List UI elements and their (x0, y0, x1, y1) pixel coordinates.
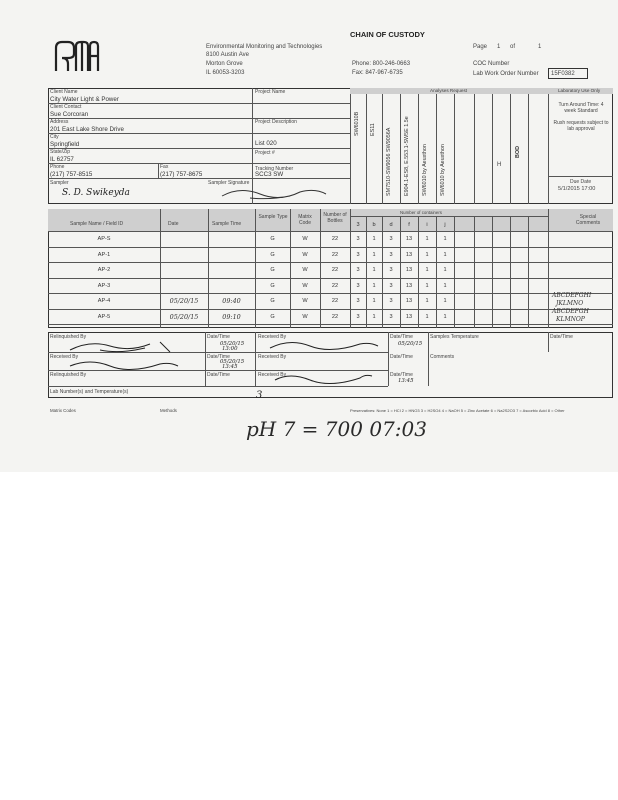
analysis-col-5: SW6010 by Aeuxthon (422, 144, 428, 196)
analysis-side-note: H (497, 162, 502, 168)
sample-c4-cell: 13 (405, 236, 413, 242)
sample-c6-cell: 1 (443, 298, 447, 304)
client-contact-label: Client Contact (50, 104, 82, 110)
sample-c4-cell: 13 (405, 251, 413, 258)
project-name-label: Project Name (255, 89, 286, 95)
sample-c6-cell: 1 (443, 236, 447, 242)
sample-c5-cell: 1 (425, 236, 429, 242)
company-phone: Phone: 800-246-0663 (352, 61, 411, 67)
sample-c2-cell: 1 (372, 298, 376, 304)
sample-c2-cell: 1 (372, 251, 376, 258)
analysis-col-1: SW6010B (354, 111, 360, 136)
comments-label: Comments (430, 354, 455, 360)
row-divider (48, 309, 613, 310)
lab-number-label: Lab Number(s) and Temperature(s) (50, 389, 129, 395)
analysis-col-2: ES11 (370, 123, 376, 136)
custody-date-1: 05/20/15 (220, 341, 245, 347)
sample-bottles-cell: 22 (331, 267, 339, 273)
right-note-1: ABCDEFGHI (552, 292, 592, 299)
coc-number-label: COC Number (473, 61, 510, 67)
sample-c4-cell: 13 (405, 267, 413, 273)
sample-c4-cell: 13 (405, 313, 413, 320)
client-phone: (217) 757-8515 (50, 171, 93, 178)
tracking-label: Tracking Number (255, 166, 294, 172)
row-divider (48, 262, 613, 263)
sample-matrix-cell: W (302, 236, 308, 242)
col-sample-time: Sample Time (212, 221, 242, 227)
sample-id-cell: AP-5 (97, 313, 111, 320)
sample-c5-cell: 1 (425, 251, 429, 258)
sample-matrix-cell: W (302, 313, 308, 320)
page-number: 1 (497, 44, 501, 50)
sample-temp-label: Samples Temperature (430, 334, 479, 340)
company-address-3: IL 60053-3203 (206, 70, 245, 76)
client-city: Springfield (50, 141, 80, 148)
sample-c4-cell: 13 (405, 282, 413, 289)
date-time-label-7: Date/Time (390, 372, 413, 378)
sample-matrix-cell: W (302, 251, 308, 258)
project-name: List 020 (255, 140, 277, 147)
sample-id-cell: AP-S (97, 236, 111, 242)
relinquished-label-2: Relinquished By (50, 372, 87, 378)
phone-label: Phone (50, 164, 65, 170)
of-label: of (510, 44, 516, 50)
sample-c6-cell: 1 (443, 313, 447, 320)
relinquished-label-1: Relinquished By (50, 334, 87, 340)
custody-date-3: 05/20/15 (220, 359, 245, 365)
address-label: Address (50, 119, 69, 125)
containers-header: Number of containers (400, 210, 442, 215)
sample-type-cell: G (270, 313, 275, 320)
sample-c3-cell: 3 (389, 298, 393, 304)
sample-c3-cell: 3 (389, 267, 393, 273)
analysis-col-3: SM7510-SW9056 SW9056A (386, 127, 392, 196)
sample-time-cell: 09:10 (222, 312, 241, 321)
state-label: State/Zip (50, 149, 71, 155)
sample-type-cell: G (270, 282, 275, 289)
methods-label: Methods (160, 408, 177, 413)
project-desc: SCC3 SW (255, 171, 284, 178)
sub-col-2: b (372, 222, 376, 228)
analysis-col-4: E904.1-ES8, E.553.1-SW5E 1.5e (404, 116, 410, 196)
sample-c5-cell: 1 (425, 267, 429, 273)
sample-id-cell: AP-1 (97, 251, 111, 258)
sample-date-cell: 05/20/15 (169, 297, 199, 305)
sample-c2-cell: 1 (372, 282, 376, 289)
page-label: Page (473, 44, 488, 50)
sample-id-cell: AP-3 (97, 282, 111, 289)
lab-wo-label: Lab Work Order Number (473, 71, 539, 77)
date-time-label-6: Date/Time (207, 372, 230, 378)
client-fax: (217) 757-8675 (160, 171, 203, 178)
page-total: 1 (538, 44, 542, 50)
analysis-mark: BOD (515, 146, 521, 158)
col-matrix: Matrix Code (298, 214, 312, 226)
custody-time-4: 13:45 (398, 378, 414, 384)
client-address: 201 East Lake Shore Drive (50, 126, 124, 133)
lab-use-header: Laboratory Use Only (558, 88, 601, 93)
sample-type-cell: G (270, 298, 275, 304)
fax-label: Fax (160, 164, 169, 170)
row-divider (48, 278, 613, 279)
city-label: City (50, 134, 59, 140)
due-date-value: 5/1/2015 17:00 (558, 186, 596, 192)
sample-type-cell: G (270, 251, 275, 258)
client-contact: Sue Corcoran (50, 111, 89, 118)
analysis-col-6: SW6010 by Aeuxthon (440, 144, 446, 196)
sample-id-cell: AP-4 (97, 298, 111, 304)
sample-id-cell: AP-2 (97, 267, 111, 273)
right-note-3: ABCDEFGH (552, 308, 589, 315)
custody-time-3: 13:45 (222, 364, 238, 370)
turnaround-note: Turn Around Time: 4 week Standard (558, 102, 604, 114)
preservatives-label: Preservatives: None 1 = HCl 2 = HNO3 3 = H2SO4 4 = NaOH 5 = Zinc Acetate 6 = Na2S2O3 7 = Ascorbic Acid 8 = Other (350, 408, 565, 413)
sample-c3-cell: 3 (389, 313, 393, 320)
sample-c1-cell: 3 (356, 313, 360, 320)
handwritten-mark: 3 (256, 390, 263, 401)
sample-c3-cell: 3 (389, 251, 393, 258)
custody-date-2: 05/20/15 (398, 341, 423, 347)
sampler-signature-scribble (220, 184, 330, 202)
row-divider (48, 293, 613, 294)
sampler-label: Sampler (50, 180, 69, 186)
sample-type-cell: G (270, 267, 275, 273)
sample-c6-cell: 1 (443, 267, 447, 273)
custody-time-1: 13:00 (222, 346, 238, 352)
col-date: Date (168, 221, 179, 227)
sample-matrix-cell: W (302, 298, 308, 304)
company-fax: Fax: 847-967-6735 (352, 70, 403, 76)
lab-wo-value: 15F0382 (551, 71, 575, 77)
sample-bottles-cell: 22 (331, 298, 339, 304)
sample-bottles-cell: 22 (331, 313, 339, 320)
sub-col-1: 3 (356, 222, 360, 228)
company-address-2: Morton Grove (206, 61, 243, 67)
emt-logo (54, 40, 100, 74)
company-name: Environmental Monitoring and Technologies (206, 44, 323, 50)
sample-c3-cell: 3 (389, 236, 393, 242)
page-title: CHAIN OF CUSTODY (350, 30, 425, 39)
due-date-label: Due Date (570, 179, 592, 185)
analyses-header: Analyses Request (430, 88, 468, 93)
row-divider (48, 247, 613, 248)
received-label-2: Received By (50, 354, 79, 360)
sampler-signature: S. D. Swikeyda (62, 188, 130, 198)
client-name: City Water Light & Power (50, 96, 119, 103)
project-number-label: Project # (255, 150, 275, 156)
date-time-label-2: Date/Time (390, 334, 413, 340)
project-desc-label: Project Description (255, 119, 297, 125)
sub-col-4: f (408, 222, 410, 228)
sample-c3-cell: 3 (389, 282, 393, 289)
sample-c5-cell: 1 (425, 298, 429, 304)
rush-note: Rush requests subject to lab approval (553, 120, 609, 132)
sample-c2-cell: 1 (372, 267, 376, 273)
row-divider (48, 324, 613, 325)
sample-c1-cell: 3 (356, 298, 360, 304)
matrix-codes-label: Matrix Codes (50, 408, 76, 413)
sub-col-5: i (426, 222, 428, 228)
sample-c4-cell: 13 (405, 298, 413, 304)
client-name-label: Client Name (50, 89, 78, 95)
col-sample-type: Sample Type (258, 214, 288, 220)
right-note-2: JKLMNO (556, 300, 584, 307)
sampler-signature-label: Sampler Signature (208, 180, 250, 186)
right-note-4: KLMNOP (556, 316, 585, 323)
sample-c5-cell: 1 (425, 313, 429, 320)
col-sample-name: Sample Name / Field ID (70, 221, 124, 227)
sample-c5-cell: 1 (425, 282, 429, 289)
sample-c6-cell: 1 (443, 282, 447, 289)
sample-c1-cell: 3 (356, 282, 360, 289)
date-time-label-3: Date/Time (550, 334, 573, 340)
special-comments-label: Special Comments (575, 214, 601, 226)
company-address-1: 8100 Austin Ave (206, 52, 249, 58)
date-time-label-4: Date/Time (207, 354, 230, 360)
date-time-label-1: Date/Time (207, 334, 230, 340)
sample-date-cell: 05/20/15 (169, 312, 199, 321)
sample-matrix-cell: W (302, 282, 308, 289)
received-label-1: Received By (258, 334, 287, 340)
date-time-label-5: Date/Time (390, 354, 413, 360)
client-state: IL 62757 (50, 156, 74, 163)
col-bottles: Number of Bottles (323, 212, 347, 224)
sample-c1-cell: 3 (356, 236, 360, 242)
sample-c1-cell: 3 (356, 267, 360, 273)
sample-c2-cell: 1 (372, 236, 376, 242)
sub-col-3: d (389, 222, 393, 228)
sample-c6-cell: 1 (443, 251, 447, 258)
custody-signatures (60, 336, 390, 388)
sample-matrix-cell: W (302, 267, 308, 273)
sample-c1-cell: 3 (356, 251, 360, 258)
sub-col-6: j (444, 222, 446, 228)
handwritten-ph-note: pH 7 = 700 07:03 (246, 417, 427, 441)
sample-bottles-cell: 22 (331, 251, 339, 258)
sample-c2-cell: 1 (372, 313, 376, 320)
received-label-3: Received By (258, 354, 287, 360)
sample-bottles-cell: 22 (331, 282, 339, 289)
sample-type-cell: G (270, 236, 275, 242)
sample-time-cell: 09:40 (222, 297, 241, 305)
received-label-4: Received By (258, 372, 287, 378)
sample-bottles-cell: 22 (331, 236, 339, 242)
